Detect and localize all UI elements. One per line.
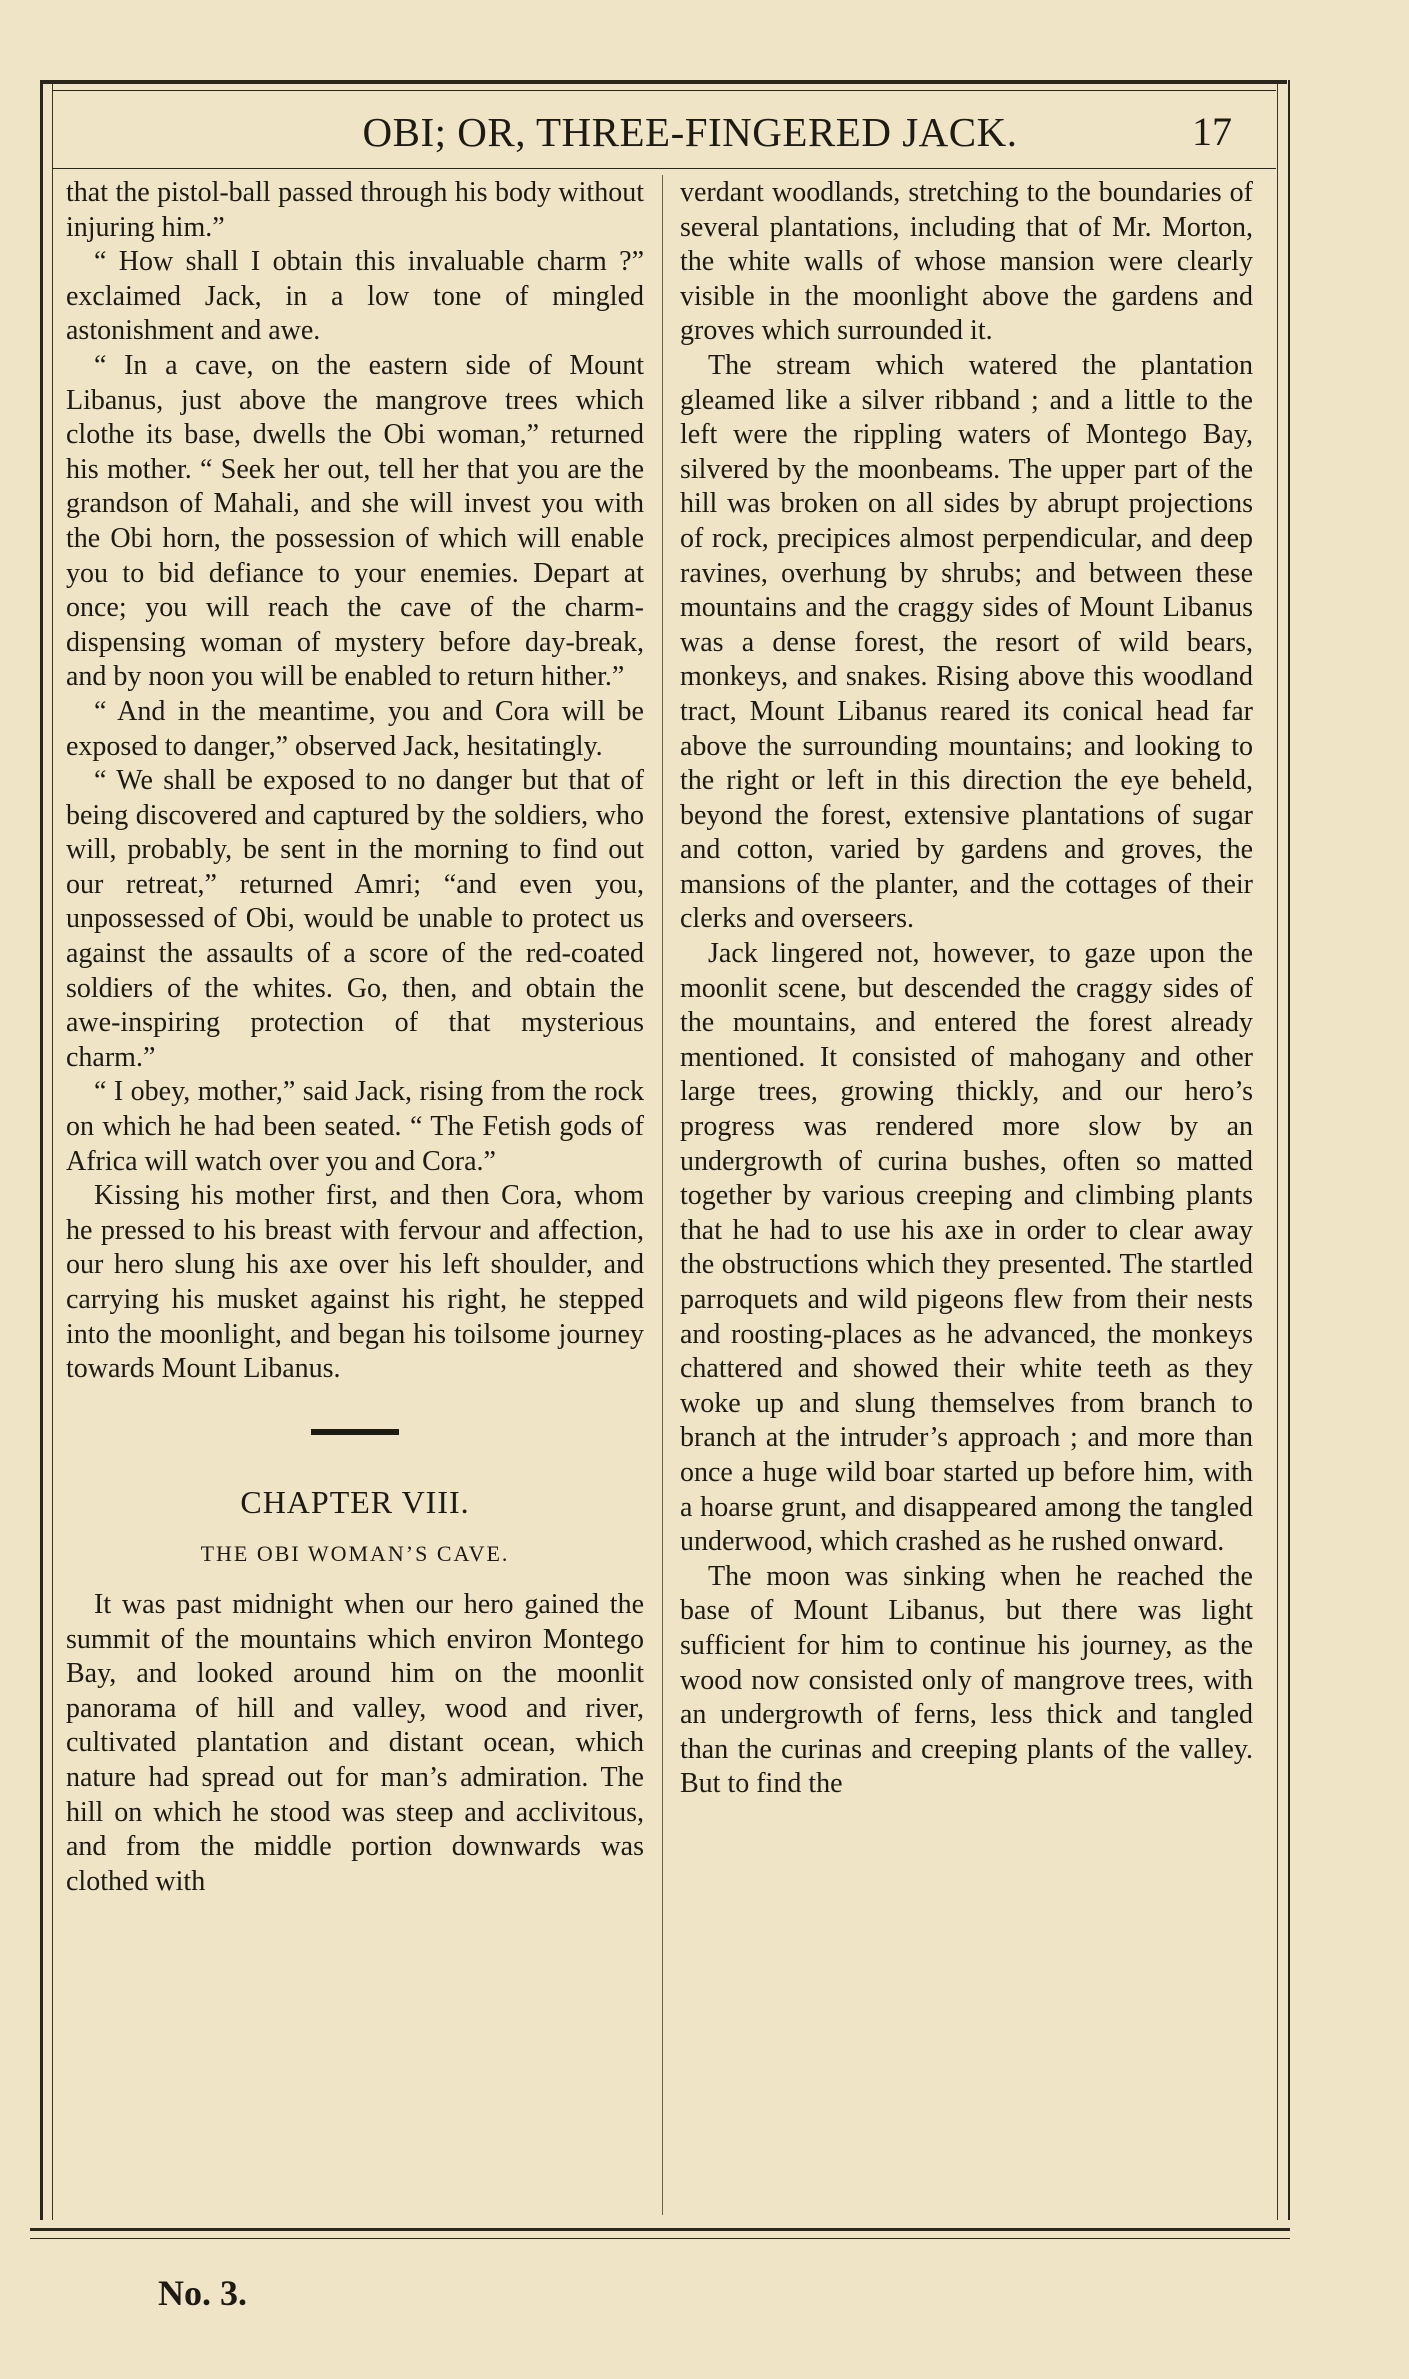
left-column [66, 176, 644, 1899]
section-divider-rule [311, 1429, 399, 1435]
chapter-subtitle: THE OBI WOMAN’S CAVE. [200, 1541, 510, 1567]
paragraph: The moon was sinking when he reached the base of Mount Libanus, but there was light sufficient for him to continue his journey, as the wood now consisted only of mangrove trees, with an undergrowth of ferns, less thick and tangled than the curinas and creeping plants of the valley. But to find the [680, 1560, 1253, 1800]
right-column [680, 176, 1253, 1802]
bottom-rule [30, 2228, 1290, 2231]
header-rule [52, 168, 1276, 169]
paragraph: “ And in the meantime, you and Cora will be exposed to danger,” observed Jack, hesitatingly. [66, 695, 644, 762]
paragraph: “ I obey, mother,” said Jack, rising from the rock on which he had been seated. “ The Fetish gods of Africa will watch over you and Cora.” [66, 1076, 644, 1177]
paragraph: It was past midnight when our hero gained the summit of the mountains which environ Montego Bay, and looked around him on the moonlit panorama of hill and valley, wood and river, cultivated plantation and distant ocean, which nature had spread out for man’s admiration. The hill on which he stood was steep and acclivitous, and from the middle portion downwards was clothed with [66, 1588, 644, 1897]
top-rule [40, 80, 1287, 84]
paragraph: “ We shall be exposed to no danger but that of being discovered and captured by the soldiers, who will, probably, be sent in the morning to find out our retreat,” returned Amri; “and even you, unpossessed of Obi, would be unable to protect us against the assaults of a score of the red-coated soldiers of the whites. Go, then, and obtain the awe-inspiring protection of that mysterious charm.” [66, 765, 644, 1073]
chapter-title: CHAPTER VIII. [240, 1483, 470, 1520]
paragraph: that the pistol-ball passed through his body without injuring him.” [66, 177, 644, 243]
paragraph: The stream which watered the plantation gleamed like a silver ribband ; and a little to the left were the rippling waters of Montego Bay, silvered by the moonbeams. The upper part of the hill was broken on all sides by abrupt projections of rock, precipices almost perpendicular, and deep ravines, overhung by shrubs; and between these mountains and the craggy sides of Mount Libanus was a dense forest, the resort of wild bears, monkeys, and snakes. Rising above this woodland tract, Mount Libanus reared its conical head far above the surrounding mountains; and looking to the right or left in this direction the eye beheld, beyond the forest, extensive plantations of sugar and cotton, varied by gardens and groves, the mansions of the planter, and the cottages of their clerks and overseers. [680, 349, 1253, 935]
column-divider [662, 175, 663, 2215]
bottom-rule-thin [30, 2238, 1290, 2239]
paragraph: Jack lingered not, however, to gaze upon the moonlit scene, but descended the craggy sides of the mountains, and entered the forest already mentioned. It consisted of mahogany and other large trees, growing thickly, and our hero’s progress was rendered more slow by an undergrowth of curina bushes, often so matted together by various creeping and climbing plants that he had to use his axe in order to clear away the obstructions which they presented. The startled parroquets and wild pigeons flew from their nests and roosting-places as he advanced, the monkeys chattered and showed their white teeth as they woke up and slung themselves from branch to branch at the intruder’s approach ; and more than once a huge wild boar started up before him, with a hoarse grunt, and disappeared among the tangled underwood, which crashed as he rushed onward. [680, 938, 1253, 1558]
paragraph: verdant woodlands, stretching to the boundaries of several plantations, including that of Mr. Morton, the white walls of whose mansion were clearly visible in the moonlight above the gardens and groves which surrounded it. [680, 177, 1253, 347]
top-rule-thin [52, 90, 1276, 91]
paragraph: “ How shall I obtain this invaluable charm ?” exclaimed Jack, in a low tone of mingled astonishment and awe. [66, 246, 644, 347]
page-number: 17 [1192, 109, 1232, 154]
paragraph: “ In a cave, on the eastern side of Mount Libanus, just above the mangrove trees which clothe its base, dwells the Obi woman,” returned his mother. “ Seek her out, tell her that you are the grandson of Mahali, and she will invest you with the Obi horn, the possession of which will enable you to bid defiance to your enemies. Depart at once; you will reach the cave of the charm-dispensing woman of mystery before day-break, and by noon you will be enabled to return hither.” [66, 349, 644, 693]
paragraph: Kissing his mother first, and then Cora, whom he pressed to his breast with fervour and affection, our hero slung his axe over his left shoulder, and carrying his musket against his right, he stepped into the moonlight, and began his toilsome journey towards Mount Libanus. [66, 1180, 644, 1385]
issue-number: No. 3. [158, 2273, 247, 2313]
running-title: OBI; OR, THREE-FINGERED JACK. [362, 109, 1018, 155]
